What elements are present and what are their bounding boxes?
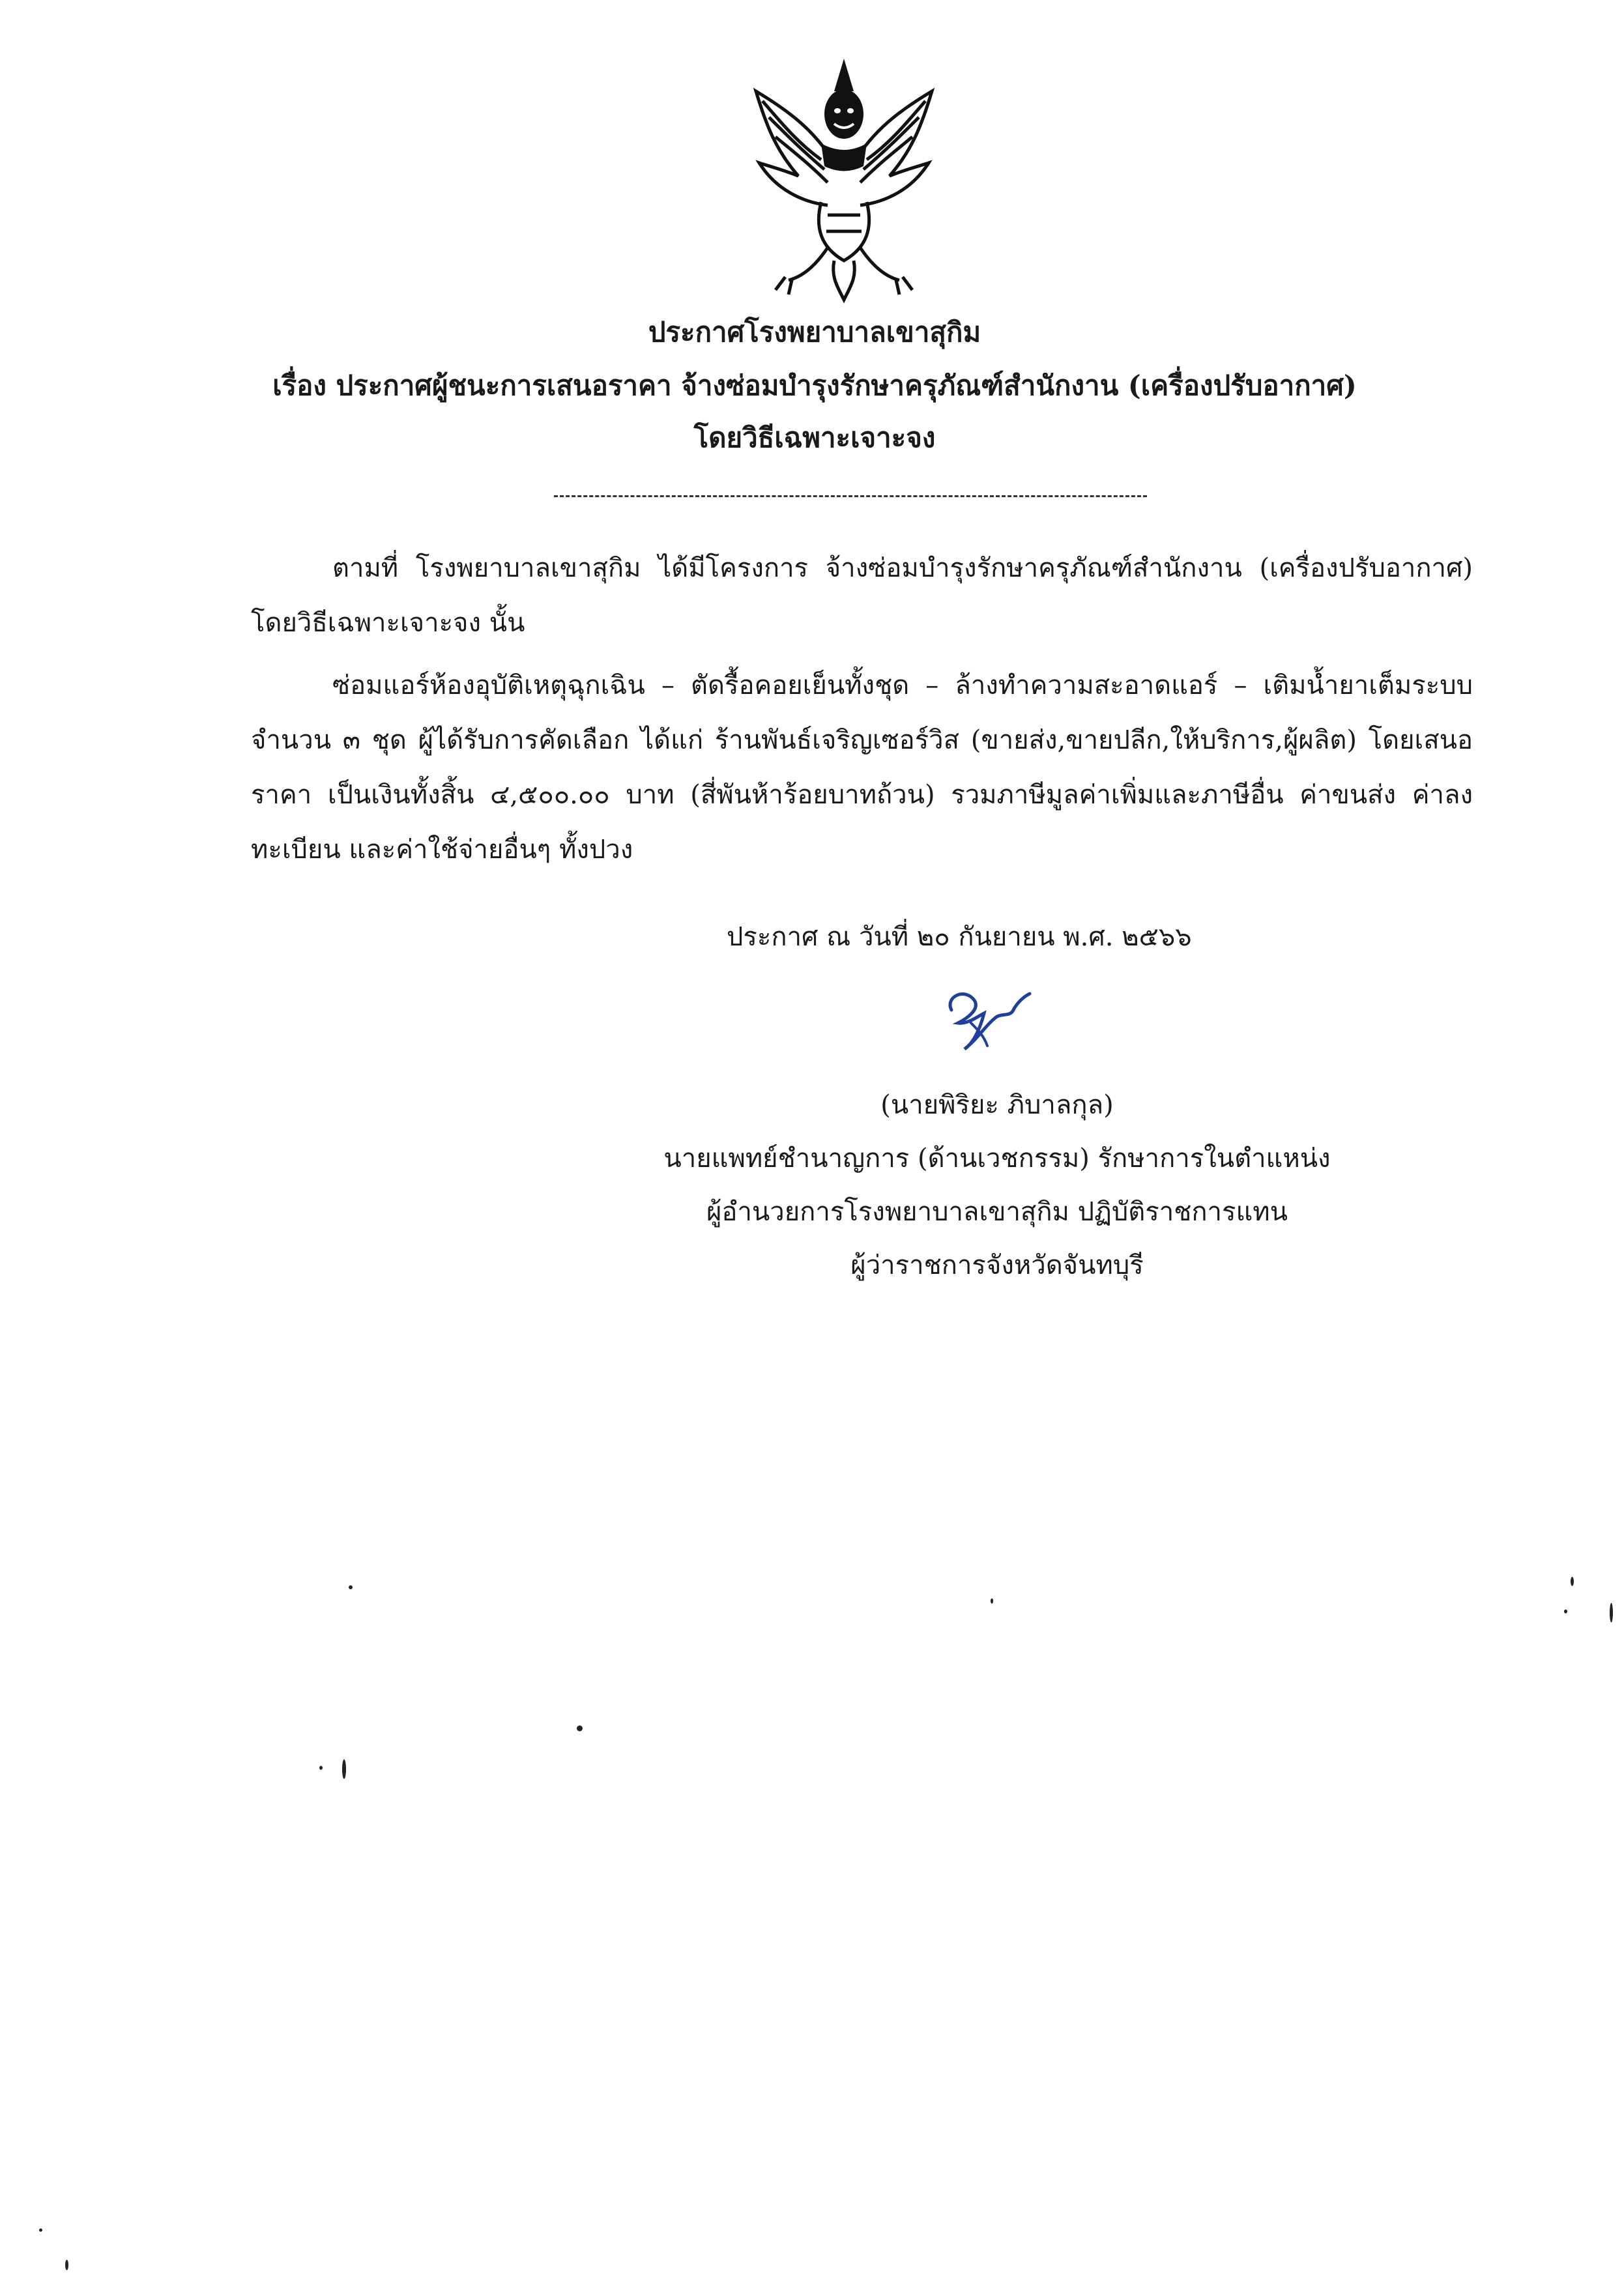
signatory-position-line-2: ผู้อำนวยการโรงพยาบาลเขาสุกิม ปฏิบัติราชการแทน bbox=[706, 1197, 1288, 1227]
signatory-position-line-3: ผู้ว่าราชการจังหวัดจันทบุรี bbox=[850, 1250, 1144, 1280]
paragraph-award-text: ซ่อมแอร์ห้องอุบัติเหตุฉุกเฉิน – ตัดรื้อคอยเย็นทั้งชุด – ล้างทำความสะอาดแอร์ – เติมน้ำยาเต็มระบบ จำนวน ๓ ชุด ผู้ได้รับการคัดเลือก ได้แก่ ร้านพันธ์เจริญเซอร์วิส (ขายส่ง,ขายปลีก,ให้บริการ,ผู้ผลิต) โดยเสนอราคา เป็นเงินทั้งสิ้น ๔,๕๐๐.๐๐ บาท (สี่พันห้าร้อยบาทถ้วน) รวมภาษีมูลค่าเพิ่มและภาษีอื่น ค่าขนส่ง ค่าลงทะเบียน และค่าใช้จ่ายอื่นๆ ทั้งปวง bbox=[251, 670, 1473, 865]
paragraph-intro-text: ตามที่ โรงพยาบาลเขาสุกิม ได้มีโครงการ จ้างซ่อมบำรุงรักษาครุภัณฑ์สำนักงาน (เครื่องปรับอากาศ) โดยวิธีเฉพาะเจาะจง นั้น bbox=[251, 553, 1473, 638]
garuda-emblem-icon bbox=[736, 52, 951, 306]
announcement-date: ประกาศ ณ วันที่ ๒๐ กันยายน พ.ศ. ๒๕๖๖ bbox=[727, 922, 1192, 952]
scan-speck bbox=[1564, 1609, 1567, 1613]
scan-speck bbox=[577, 1725, 583, 1731]
handwritten-signature-icon bbox=[938, 984, 1036, 1056]
signatory-name: (นายพิริยะ ภิบาลกุล) bbox=[880, 1090, 1114, 1120]
signatory-position-line-1: นายแพทย์ชำนาญการ (ด้านเวชกรรม) รักษาการในตำแหน่ง bbox=[663, 1144, 1331, 1174]
scan-speck bbox=[1571, 1577, 1574, 1586]
paragraph-intro bbox=[251, 541, 1473, 650]
document-subject: เรื่อง ประกาศผู้ชนะการเสนอราคา จ้างซ่อมบำรุงรักษาครุภัณฑ์สำนักงาน (เครื่องปรับอากาศ) bbox=[272, 369, 1357, 401]
paragraph-award bbox=[251, 658, 1473, 877]
scan-speck bbox=[319, 1766, 323, 1770]
scan-speck bbox=[991, 1598, 993, 1604]
scan-speck bbox=[349, 1585, 353, 1589]
scan-speck bbox=[1610, 1603, 1613, 1622]
scan-speck bbox=[65, 2260, 68, 2270]
scan-speck bbox=[342, 1759, 346, 1779]
document-title: ประกาศโรงพยาบาลเขาสุกิม bbox=[648, 316, 981, 348]
dashed-divider bbox=[554, 495, 1147, 497]
scan-speck bbox=[39, 2228, 42, 2232]
procurement-method: โดยวิธีเฉพาะเจาะจง bbox=[693, 422, 936, 454]
